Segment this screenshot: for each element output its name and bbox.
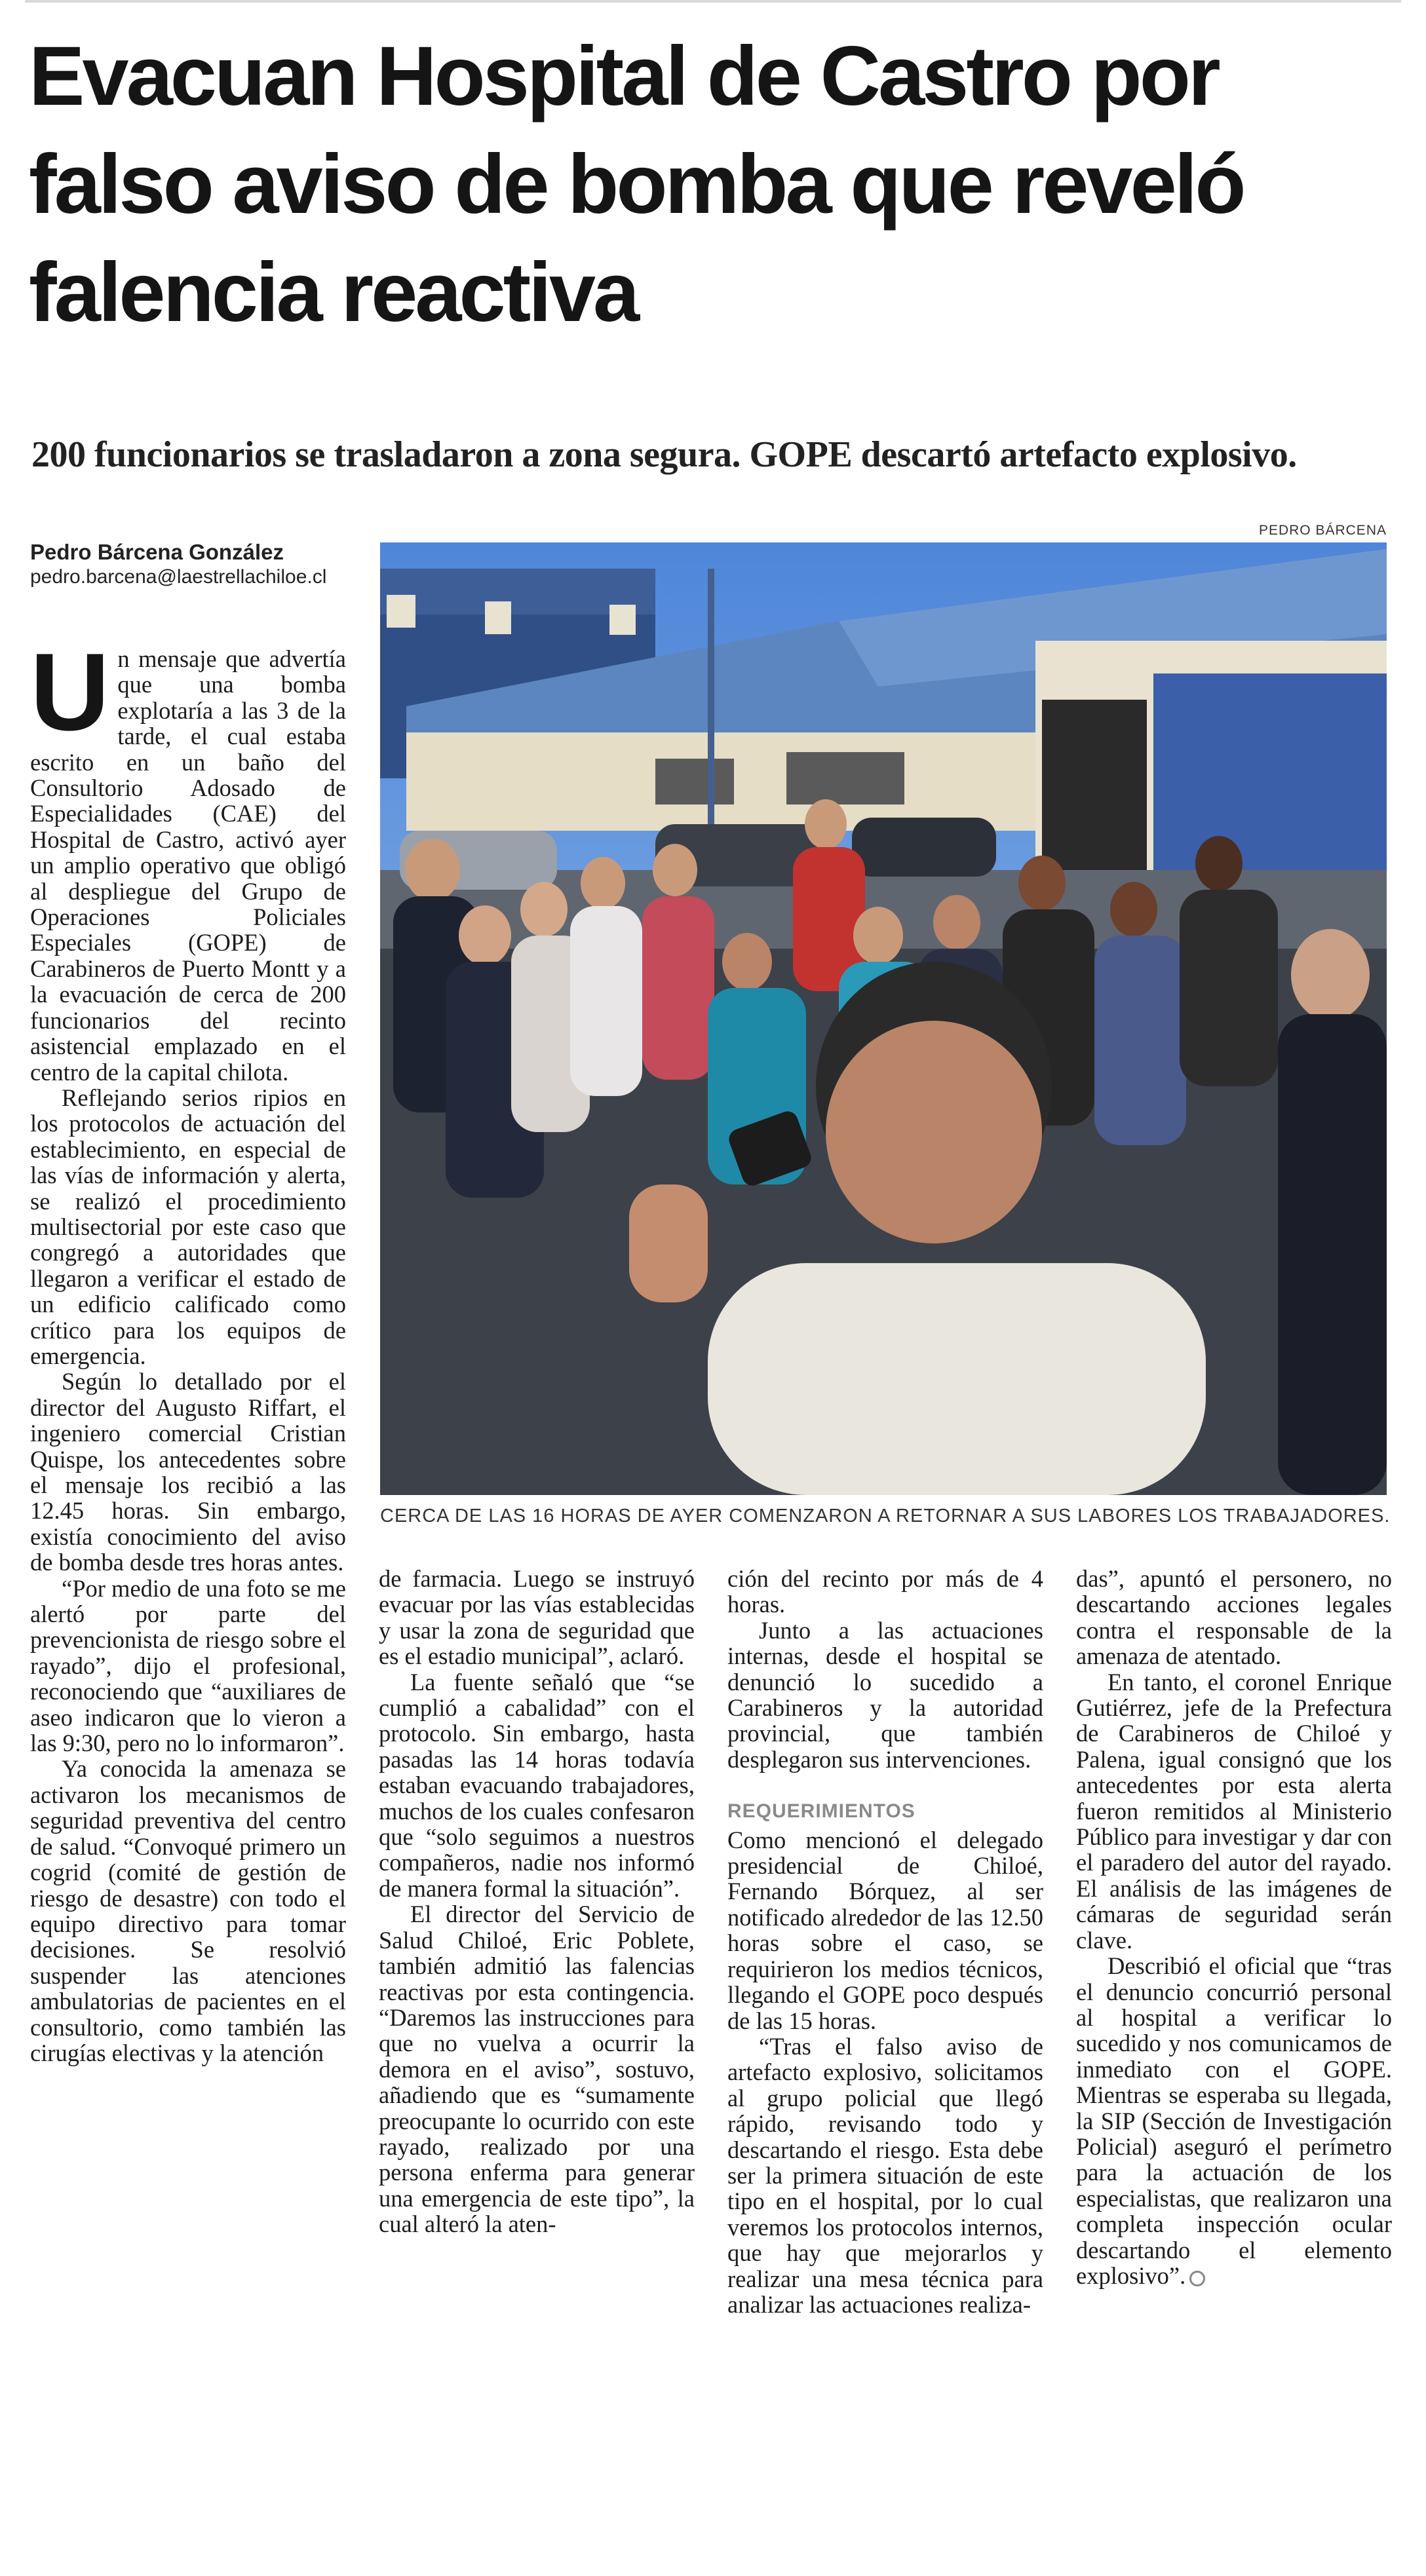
paragraph: das”, apuntó el personero, no descartando acciones legales contra el responsable de la amenaza de atentado. <box>1076 1565 1392 1670</box>
subtitle: 200 funcionarios se trasladaron a zona segura. GOPE descartó artefacto explosivo. <box>31 434 1297 475</box>
article-column-1 <box>30 630 346 2066</box>
article-column-4 <box>1076 1566 1392 2288</box>
paragraph-text: n mensaje que advertía que una bomba explotaría a las 3 de la tarde, el cual estaba escrito en un baño del Consultorio Adosado de Especialidades (CAE) del Hospital de Castro, activó ayer un amplio operativo que obligó al despliegue del Grupo de Operaciones Policiales Especiales (GOPE) de Carabineros de Puerto Montt y a la evacuación de cerca de 200 funcionarios del recinto asistencial emplazado en el centro de la capital chilota. <box>30 645 346 1086</box>
headline: Evacuan Hospital de Castro por falso aviso de bomba que reveló falencia reactiva <box>29 29 1244 339</box>
paragraph: En tanto, el coronel Enrique Gutiérrez, jefe de la Prefectura de Carabineros de Chiloé y Palena, igual consignó que los antecedentes por esta alerta fueron remitidos al Ministerio Público para investigar y dar con el paradero del autor del rayado. El análisis de las imágenes de cámaras de seguridad serán clave. <box>1076 1668 1392 1954</box>
photo-credit: PEDRO BÁRCENA <box>1258 523 1387 538</box>
section-subheading: REQUERIMIENTOS <box>727 1800 915 1823</box>
photo-scene-illustration <box>380 542 1387 1495</box>
end-of-article-icon <box>1189 2271 1205 2286</box>
author-name: Pedro Bárcena González <box>30 540 284 564</box>
paragraph <box>1076 1953 1392 2288</box>
paragraph: Como mencionó el delegado presidencial de Chiloé, Fernando Bórquez, al ser notificado alrededor de las 12.50 horas sobre el caso, se requirieron los medios técnicos, llegando el GOPE poco después de las 15 horas. <box>727 1826 1043 2034</box>
paragraph: “Tras el falso aviso de artefacto explosivo, solicitamos al grupo policial que llegó rápido, revisando todo y descartando el riesgo. Esta debe ser la primera situación de este tipo en el hospital, por lo cual veremos los protocolos internos, que hay que mejorarlos y realizar una mesa técnica para analizar las actuaciones realiza- <box>727 2032 1043 2318</box>
article-column-3 <box>727 1566 1043 2317</box>
paragraph: de farmacia. Luego se instruyó evacuar por las vías establecidas y usar la zona de seguridad que es el estadio municipal”, aclaró. <box>379 1565 695 1670</box>
top-rule <box>25 0 1401 3</box>
paragraph: La fuente señaló que “se cumplió a cabalidad” con el protocolo. Sin embargo, hasta pasadas las 14 horas todavía estaban evacuando trabajadores, muchos de los cuales confesaron que “solo seguimos a nuestros compañeros, nadie nos informó de manera formal la situación”. <box>379 1668 695 1902</box>
drop-cap: U <box>30 630 110 753</box>
photo-caption: CERCA DE LAS 16 HORAS DE AYER COMENZARON A RETORNAR A SUS LABORES LOS TRABAJADORES. <box>380 1506 1391 1526</box>
paragraph-text: Describió el oficial que “tras el denuncio concurrió personal al hospital a verificar lo sucedido y nos comunicamos de inmediato con el GOPE. Mientras se esperaba su llegada, la SIP (Sección de Investigación Policial) aseguró el perímetro para la actuación de los especialistas, que realizaron una completa inspección ocular descartando el elemento explosivo”. <box>1076 1952 1392 2289</box>
article-photo <box>380 542 1387 1495</box>
paragraph: Reflejando serios ripios en los protocolos de actuación del establecimiento, en especial de las vías de información y alerta, se realizó el procedimiento multisectorial por este caso que congregó a autoridades que llegaron a verificar el estado de un edificio calificado como crítico para los equipos de emergencia. <box>30 1084 346 1369</box>
paragraph: “Por medio de una foto se me alertó por parte del prevencionista de riesgo sobre el rayado”, dijo el profesional, reconociendo que “auxiliares de aseo indicaron que lo vieron a las 9:30, pero no lo informaron”. <box>30 1574 346 1757</box>
paragraph: Según lo detallado por el director del Augusto Riffart, el ingeniero comercial Cristian Quispe, los antecedentes sobre el mensaje los recibió a las 12.45 horas. Sin embargo, existía conocimiento del aviso de bomba desde tres horas antes. <box>30 1368 346 1576</box>
author-email: pedro.barcena@laestrellachiloe.cl <box>30 566 327 588</box>
paragraph <box>30 630 346 1086</box>
article-column-2 <box>379 1566 695 2237</box>
paragraph: Ya conocida la amenaza se activaron los mecanismos de seguridad preventiva del centro de salud. “Convoqué primero un cogrid (comité de gestión de riesgo de desastre) con todo el equipo directivo para tomar decisiones. Se resolvió suspender las atenciones ambulatorias de pacientes en el consultorio, como también las cirugías electivas y la atención <box>30 1755 346 2066</box>
paragraph: ción del recinto por más de 4 horas. <box>727 1565 1043 1618</box>
paragraph: El director del Servicio de Salud Chiloé, Eric Poblete, también admitió las falencias reactivas por esta contingencia. “Daremos las instrucciones para que no vuelva a ocurrir la demora en el aviso”, sostuvo, añadiendo que es “sumamente preocupante lo ocurrido con este rayado, realizado por una persona enferma para generar una emergencia de este tipo”, la cual alteró la aten- <box>379 1901 695 2238</box>
paragraph: Junto a las actuaciones internas, desde el hospital se denunció lo sucedido a Carabineros y la autoridad provincial, que también desplegaron sus intervenciones. <box>727 1616 1043 1773</box>
